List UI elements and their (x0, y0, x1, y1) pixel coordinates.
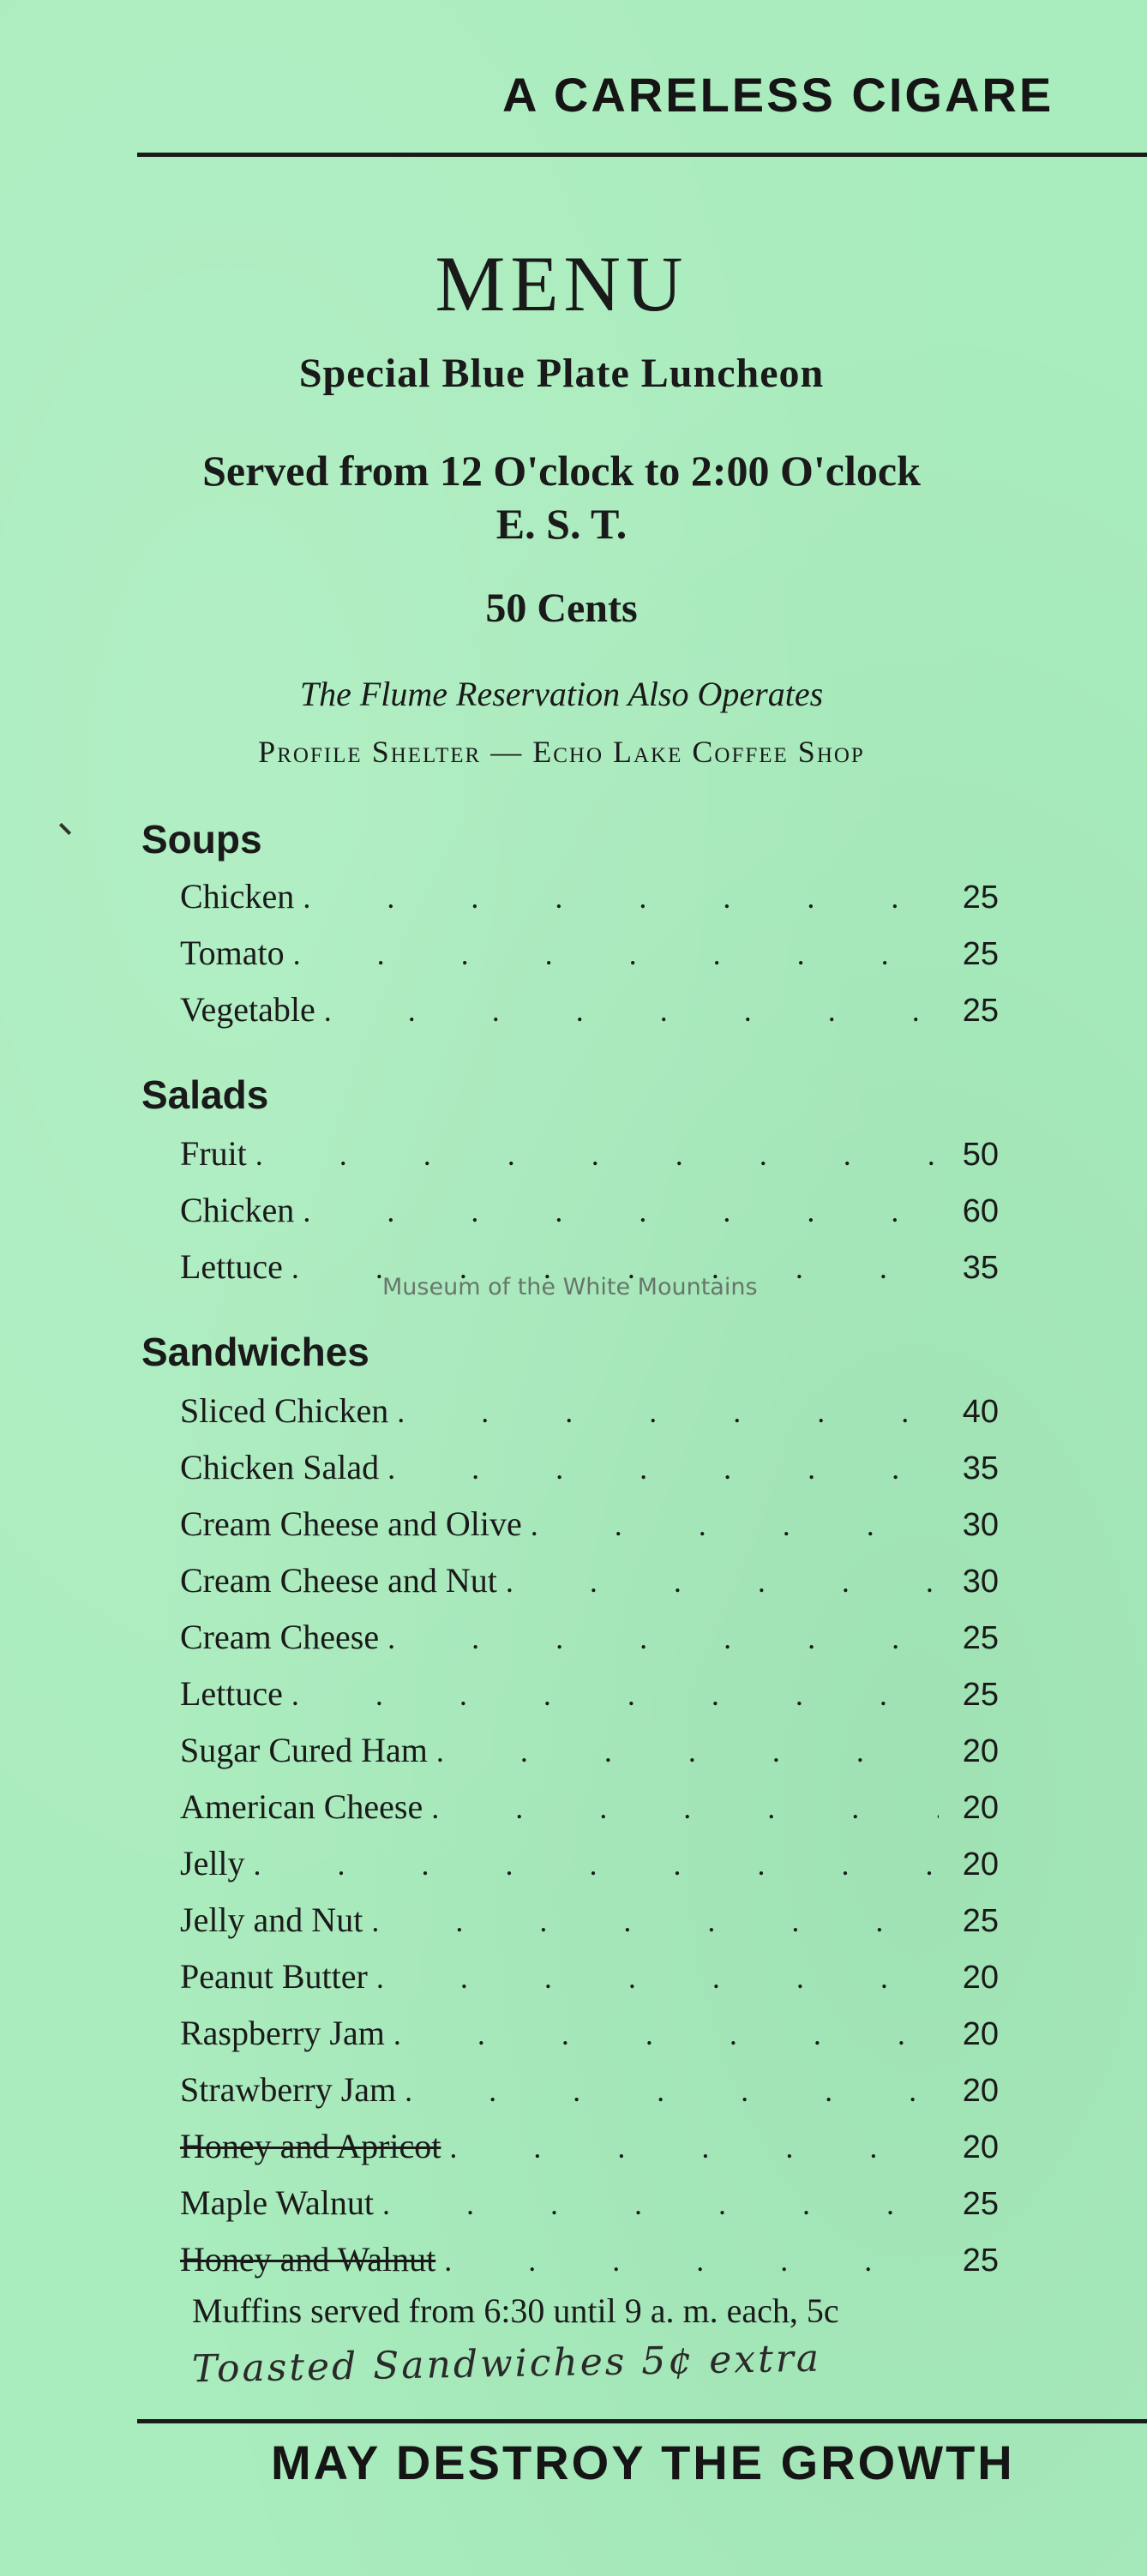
also-operates: The Flume Reservation Also Operates (299, 675, 824, 713)
menu-title: MENU (435, 240, 688, 327)
banner-top: A CARELESS CIGARE (502, 68, 1054, 122)
handwritten-note: Toasted Sandwiches 5¢ extra (191, 2336, 822, 2392)
item-name: Maple Walnut (180, 2183, 374, 2222)
top-rule (137, 153, 1147, 157)
leader-dots (371, 1903, 939, 1939)
leader-dots (405, 2073, 939, 2109)
item-name: Lettuce (180, 1247, 283, 1286)
menu-item (180, 2183, 999, 2234)
item-name: Cream Cheese and Olive (180, 1504, 522, 1543)
item-price: 20 (962, 1790, 999, 1826)
item-price: 20 (962, 2129, 999, 2165)
item-price: 30 (962, 1507, 999, 1543)
bottom-rule (137, 2419, 1147, 2423)
item-name: Jelly (180, 1844, 245, 1882)
leader-dots (436, 1733, 939, 1769)
leader-dots (303, 1193, 939, 1229)
item-name: Fruit (180, 1134, 247, 1173)
leader-dots (431, 1790, 939, 1826)
item-name: Peanut Butter (180, 1957, 368, 1996)
item-price: 20 (962, 1846, 999, 1882)
leader-dots (506, 1564, 939, 1600)
item-price: 40 (962, 1394, 999, 1430)
menu-item (180, 1843, 999, 1894)
item-name: Raspberry Jam (180, 2014, 385, 2052)
leader-dots (382, 2186, 939, 2222)
item-price: 25 (962, 936, 999, 972)
item-price: 25 (962, 1903, 999, 1939)
item-price: 30 (962, 1564, 999, 1600)
item-name-struck: Honey and Walnut (180, 2240, 436, 2279)
menu-item (180, 2126, 999, 2177)
locations: Profile Shelter — Echo Lake Coffee Shop (258, 735, 865, 769)
leader-dots (255, 1137, 939, 1173)
item-price: 50 (962, 1137, 999, 1173)
item-price: 20 (962, 2073, 999, 2109)
banner-bottom: MAY DESTROY THE GROWTH (271, 2435, 1015, 2489)
menu-item (180, 1900, 999, 1951)
leader-dots (393, 2016, 939, 2052)
muffins-note: Muffins served from 6:30 until 9 a. m. each, 5c (192, 2291, 839, 2330)
luncheon-price: 50 Cents (485, 585, 638, 631)
item-price: 25 (962, 1677, 999, 1713)
item-name: Chicken (180, 1191, 295, 1229)
menu-item (180, 2239, 999, 2291)
item-name: Cream Cheese and Nut (180, 1561, 497, 1600)
leader-dots (397, 1394, 939, 1430)
item-price: 35 (962, 1450, 999, 1486)
item-name: Vegetable (180, 990, 315, 1029)
menu-item (180, 1956, 999, 2008)
item-name-struck: Honey and Apricot (180, 2127, 441, 2165)
menu-item (180, 1447, 999, 1498)
leader-dots (531, 1507, 939, 1543)
item-name: Cream Cheese (180, 1618, 380, 1656)
item-price: 60 (962, 1193, 999, 1229)
menu-subtitle: Special Blue Plate Luncheon (298, 351, 825, 396)
menu-item (180, 1190, 999, 1241)
menu-item (180, 876, 999, 928)
menu-item (180, 2069, 999, 2121)
leader-dots (387, 1450, 939, 1486)
leader-dots (303, 880, 939, 916)
watermark: Museum of the White Mountains (382, 1274, 758, 1300)
menu-item (180, 1560, 999, 1612)
leader-dots (376, 1960, 939, 1996)
item-price: 25 (962, 2243, 999, 2279)
menu-item (180, 1504, 999, 1555)
leader-dots (293, 936, 939, 972)
item-name: American Cheese (180, 1787, 423, 1826)
menu-item (180, 1786, 999, 1838)
menu-item (180, 2013, 999, 2064)
menu-item (180, 933, 999, 984)
menu-item (180, 1673, 999, 1725)
menu-item (180, 1617, 999, 1668)
leader-dots (324, 993, 939, 1029)
leader-dots (254, 1846, 939, 1882)
leader-dots (449, 2129, 939, 2165)
serving-hours-line1: Served from 12 O'clock to 2:00 O'clock (202, 447, 921, 495)
menu-item (180, 1390, 999, 1442)
section-heading-soups: Soups (141, 817, 262, 862)
section-heading-salads: Salads (141, 1072, 269, 1117)
item-name: Sugar Cured Ham (180, 1731, 428, 1769)
item-price: 25 (962, 2186, 999, 2222)
item-name: Tomato (180, 934, 285, 972)
item-name: Strawberry Jam (180, 2070, 397, 2109)
menu-item (180, 1133, 999, 1185)
item-price: 35 (962, 1250, 999, 1286)
item-name: Lettuce (180, 1674, 283, 1713)
leader-dots (291, 1677, 939, 1713)
item-name: Chicken (180, 877, 295, 916)
item-price: 25 (962, 880, 999, 916)
leader-dots (444, 2243, 939, 2279)
serving-hours (0, 444, 1123, 550)
item-name: Sliced Chicken (180, 1391, 389, 1430)
item-name: Jelly and Nut (180, 1900, 363, 1939)
menu-item (180, 989, 999, 1041)
item-name: Chicken Salad (180, 1448, 380, 1486)
menu-item (180, 1730, 999, 1781)
item-price: 25 (962, 1620, 999, 1656)
item-price: 20 (962, 1733, 999, 1769)
serving-hours-line2: E. S. T. (495, 500, 628, 548)
leader-dots (387, 1620, 939, 1656)
item-price: 20 (962, 2016, 999, 2052)
section-heading-sandwiches: Sandwiches (141, 1330, 369, 1374)
item-price: 20 (962, 1960, 999, 1996)
item-price: 25 (962, 993, 999, 1029)
